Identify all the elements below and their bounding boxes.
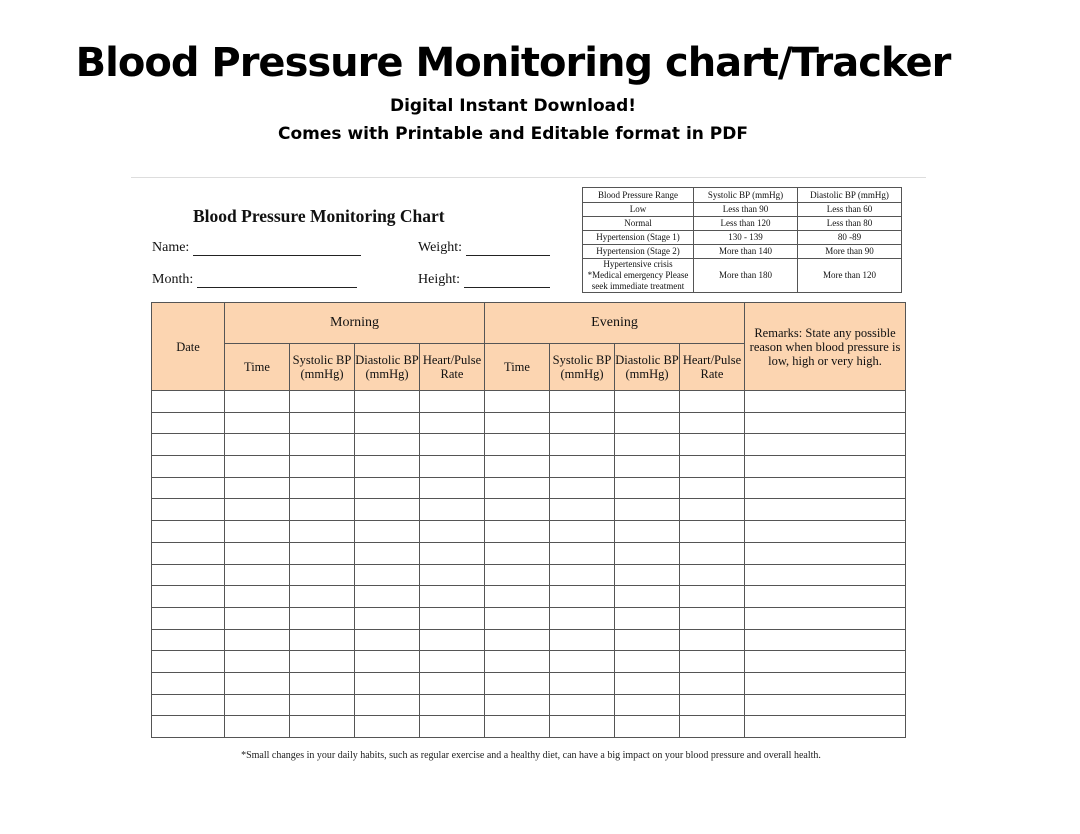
log-entry-cell[interactable] <box>550 412 615 434</box>
log-entry-cell[interactable] <box>290 542 355 564</box>
ranges-row <box>583 203 902 217</box>
log-table-body <box>152 391 906 738</box>
log-entry-cell[interactable] <box>420 586 485 608</box>
ranges-header-systolic: Systolic BP (mmHg) <box>694 188 798 203</box>
log-entry-cell[interactable] <box>152 456 225 478</box>
log-entry-cell[interactable] <box>745 391 906 413</box>
log-entry-cell[interactable] <box>225 477 290 499</box>
log-entry-cell[interactable] <box>290 694 355 716</box>
log-entry-cell[interactable] <box>225 672 290 694</box>
range-diastolic: More than 120 <box>798 259 902 293</box>
log-entry-cell[interactable] <box>615 672 680 694</box>
evening-diastolic-header: Diastolic BP (mmHg) <box>615 344 680 391</box>
log-entry-row <box>152 456 906 478</box>
log-entry-cell[interactable] <box>485 694 550 716</box>
log-entry-cell[interactable] <box>680 672 745 694</box>
log-entry-cell[interactable] <box>550 499 615 521</box>
log-entry-cell[interactable] <box>355 716 420 738</box>
log-entry-cell[interactable] <box>485 542 550 564</box>
log-entry-cell[interactable] <box>290 434 355 456</box>
morning-diastolic-header: Diastolic BP (mmHg) <box>355 344 420 391</box>
log-entry-cell[interactable] <box>680 499 745 521</box>
log-entry-cell[interactable] <box>420 456 485 478</box>
log-entry-cell[interactable] <box>615 564 680 586</box>
log-entry-cell[interactable] <box>680 456 745 478</box>
log-entry-cell[interactable] <box>615 434 680 456</box>
log-entry-cell[interactable] <box>152 629 225 651</box>
log-entry-cell[interactable] <box>355 521 420 543</box>
ranges-header-range: Blood Pressure Range <box>583 188 694 203</box>
range-systolic: Less than 90 <box>694 203 798 217</box>
log-entry-cell[interactable] <box>152 391 225 413</box>
log-entry-cell[interactable] <box>225 391 290 413</box>
log-entry-cell[interactable] <box>745 629 906 651</box>
promo-title: Blood Pressure Monitoring chart/Tracker <box>75 40 951 86</box>
month-blank-line[interactable] <box>197 273 357 288</box>
log-entry-cell[interactable] <box>615 391 680 413</box>
log-entry-cell[interactable] <box>745 477 906 499</box>
log-entry-cell[interactable] <box>550 564 615 586</box>
log-entry-cell[interactable] <box>745 607 906 629</box>
log-entry-cell[interactable] <box>152 716 225 738</box>
log-entry-cell[interactable] <box>745 694 906 716</box>
range-category: Hypertension (Stage 2) <box>583 245 694 259</box>
log-entry-cell[interactable] <box>355 499 420 521</box>
log-entry-cell[interactable] <box>745 456 906 478</box>
log-entry-cell[interactable] <box>290 456 355 478</box>
height-label: Height: <box>418 272 460 287</box>
log-header-row-groups <box>152 303 906 344</box>
log-entry-cell[interactable] <box>290 499 355 521</box>
log-entry-row <box>152 629 906 651</box>
morning-header: Morning <box>225 303 485 344</box>
log-entry-cell[interactable] <box>745 651 906 673</box>
log-entry-cell[interactable] <box>680 412 745 434</box>
log-entry-cell[interactable] <box>225 434 290 456</box>
log-entry-cell[interactable] <box>615 477 680 499</box>
log-entry-cell[interactable] <box>680 607 745 629</box>
log-entry-cell[interactable] <box>680 651 745 673</box>
log-entry-cell[interactable] <box>152 412 225 434</box>
log-entry-cell[interactable] <box>550 521 615 543</box>
bp-log-table <box>151 302 906 738</box>
log-entry-cell[interactable] <box>485 499 550 521</box>
month-field[interactable] <box>152 272 357 288</box>
log-entry-cell[interactable] <box>225 716 290 738</box>
morning-time-header: Time <box>225 344 290 391</box>
log-entry-cell[interactable] <box>745 434 906 456</box>
log-entry-cell[interactable] <box>152 499 225 521</box>
log-entry-cell[interactable] <box>225 521 290 543</box>
log-entry-cell[interactable] <box>355 564 420 586</box>
log-entry-cell[interactable] <box>420 521 485 543</box>
log-entry-cell[interactable] <box>615 412 680 434</box>
weight-field[interactable] <box>418 240 550 256</box>
name-blank-line[interactable] <box>193 241 361 256</box>
log-entry-cell[interactable] <box>745 521 906 543</box>
log-entry-cell[interactable] <box>152 586 225 608</box>
morning-pulse-header: Heart/Pulse Rate <box>420 344 485 391</box>
month-label: Month: <box>152 272 194 287</box>
log-entry-cell[interactable] <box>355 586 420 608</box>
promo-subtitle: Digital Instant Download! <box>389 96 637 116</box>
evening-header: Evening <box>485 303 745 344</box>
log-entry-row <box>152 564 906 586</box>
log-entry-cell[interactable] <box>485 477 550 499</box>
footnote: *Small changes in your daily habits, such as regular exercise and a healthy diet, can have a big impact on your blood pressure and overall health. <box>241 750 821 761</box>
log-entry-cell[interactable] <box>615 456 680 478</box>
log-entry-cell[interactable] <box>225 629 290 651</box>
log-entry-cell[interactable] <box>550 651 615 673</box>
height-blank-line[interactable] <box>464 273 550 288</box>
range-systolic: Less than 120 <box>694 217 798 231</box>
log-entry-cell[interactable] <box>225 694 290 716</box>
log-entry-cell[interactable] <box>290 672 355 694</box>
range-category: Low <box>583 203 694 217</box>
log-entry-cell[interactable] <box>355 629 420 651</box>
log-entry-cell[interactable] <box>550 391 615 413</box>
ranges-row <box>583 259 902 293</box>
log-entry-cell[interactable] <box>420 629 485 651</box>
log-entry-cell[interactable] <box>680 521 745 543</box>
log-entry-cell[interactable] <box>680 564 745 586</box>
log-entry-cell[interactable] <box>420 607 485 629</box>
log-entry-cell[interactable] <box>615 629 680 651</box>
log-entry-cell[interactable] <box>152 521 225 543</box>
log-entry-cell[interactable] <box>745 586 906 608</box>
log-entry-cell[interactable] <box>420 651 485 673</box>
ranges-row <box>583 231 902 245</box>
log-entry-cell[interactable] <box>355 391 420 413</box>
log-entry-cell[interactable] <box>290 586 355 608</box>
log-entry-cell[interactable] <box>290 477 355 499</box>
log-entry-cell[interactable] <box>680 694 745 716</box>
page-divider <box>131 177 926 178</box>
log-entry-cell[interactable] <box>290 629 355 651</box>
log-entry-cell[interactable] <box>615 607 680 629</box>
log-entry-cell[interactable] <box>355 694 420 716</box>
log-entry-cell[interactable] <box>550 672 615 694</box>
evening-pulse-header: Heart/Pulse Rate <box>680 344 745 391</box>
ranges-row <box>583 245 902 259</box>
log-entry-cell[interactable] <box>615 542 680 564</box>
log-entry-row <box>152 477 906 499</box>
log-entry-cell[interactable] <box>485 672 550 694</box>
log-entry-cell[interactable] <box>485 564 550 586</box>
log-entry-cell[interactable] <box>550 477 615 499</box>
log-entry-cell[interactable] <box>420 564 485 586</box>
log-entry-cell[interactable] <box>290 607 355 629</box>
log-entry-cell[interactable] <box>745 412 906 434</box>
log-entry-cell[interactable] <box>680 391 745 413</box>
chart-title: Blood Pressure Monitoring Chart <box>193 206 445 226</box>
log-entry-cell[interactable] <box>615 694 680 716</box>
log-entry-cell[interactable] <box>485 391 550 413</box>
log-entry-cell[interactable] <box>355 434 420 456</box>
log-entry-cell[interactable] <box>420 434 485 456</box>
log-entry-cell[interactable] <box>152 651 225 673</box>
log-entry-cell[interactable] <box>615 586 680 608</box>
log-entry-cell[interactable] <box>420 694 485 716</box>
log-entry-cell[interactable] <box>485 521 550 543</box>
log-entry-cell[interactable] <box>550 456 615 478</box>
log-entry-cell[interactable] <box>420 391 485 413</box>
ranges-header-diastolic: Diastolic BP (mmHg) <box>798 188 902 203</box>
log-entry-row <box>152 586 906 608</box>
log-entry-row <box>152 694 906 716</box>
log-entry-cell[interactable] <box>485 716 550 738</box>
log-entry-cell[interactable] <box>485 629 550 651</box>
log-entry-cell[interactable] <box>680 434 745 456</box>
log-entry-cell[interactable] <box>355 477 420 499</box>
log-entry-cell[interactable] <box>485 607 550 629</box>
log-entry-cell[interactable] <box>420 477 485 499</box>
log-entry-cell[interactable] <box>485 456 550 478</box>
log-entry-cell[interactable] <box>152 477 225 499</box>
log-entry-cell[interactable] <box>550 694 615 716</box>
log-entry-cell[interactable] <box>420 499 485 521</box>
log-entry-row <box>152 651 906 673</box>
log-entry-cell[interactable] <box>225 651 290 673</box>
log-entry-cell[interactable] <box>745 564 906 586</box>
log-entry-cell[interactable] <box>420 716 485 738</box>
log-entry-cell[interactable] <box>550 434 615 456</box>
height-field[interactable] <box>418 272 550 288</box>
range-category: Hypertension (Stage 1) <box>583 231 694 245</box>
log-entry-cell[interactable] <box>680 586 745 608</box>
log-entry-cell[interactable] <box>680 716 745 738</box>
log-entry-cell[interactable] <box>355 651 420 673</box>
log-entry-cell[interactable] <box>225 586 290 608</box>
log-entry-cell[interactable] <box>290 716 355 738</box>
evening-time-header: Time <box>485 344 550 391</box>
log-entry-cell[interactable] <box>152 694 225 716</box>
log-entry-row <box>152 607 906 629</box>
range-diastolic: Less than 60 <box>798 203 902 217</box>
log-entry-cell[interactable] <box>152 564 225 586</box>
log-entry-cell[interactable] <box>225 456 290 478</box>
log-entry-row <box>152 542 906 564</box>
log-entry-cell[interactable] <box>550 629 615 651</box>
promo-format-note: Comes with Printable and Editable format in PDF <box>278 124 748 144</box>
log-entry-cell[interactable] <box>152 672 225 694</box>
range-diastolic: 80 -89 <box>798 231 902 245</box>
log-entry-cell[interactable] <box>225 412 290 434</box>
log-entry-cell[interactable] <box>550 542 615 564</box>
range-diastolic: Less than 80 <box>798 217 902 231</box>
log-entry-cell[interactable] <box>485 651 550 673</box>
remarks-header: Remarks: State any possible reason when blood pressure is low, high or very high. <box>745 303 906 391</box>
log-entry-cell[interactable] <box>745 672 906 694</box>
log-entry-cell[interactable] <box>680 477 745 499</box>
log-entry-cell[interactable] <box>355 542 420 564</box>
log-entry-cell[interactable] <box>355 456 420 478</box>
log-entry-cell[interactable] <box>550 716 615 738</box>
log-entry-cell[interactable] <box>615 651 680 673</box>
log-entry-row <box>152 521 906 543</box>
log-entry-row <box>152 412 906 434</box>
log-entry-cell[interactable] <box>355 412 420 434</box>
log-entry-cell[interactable] <box>745 716 906 738</box>
log-entry-row <box>152 716 906 738</box>
range-systolic: 130 - 139 <box>694 231 798 245</box>
name-field[interactable] <box>152 240 361 256</box>
log-entry-cell[interactable] <box>225 499 290 521</box>
log-entry-cell[interactable] <box>420 542 485 564</box>
evening-systolic-header: Systolic BP (mmHg) <box>550 344 615 391</box>
log-entry-cell[interactable] <box>152 542 225 564</box>
log-entry-cell[interactable] <box>225 542 290 564</box>
bp-ranges-table <box>582 187 902 293</box>
log-entry-cell[interactable] <box>290 651 355 673</box>
morning-systolic-header: Systolic BP (mmHg) <box>290 344 355 391</box>
log-entry-row <box>152 434 906 456</box>
log-entry-cell[interactable] <box>290 391 355 413</box>
log-entry-cell[interactable] <box>152 434 225 456</box>
log-entry-cell[interactable] <box>615 521 680 543</box>
range-systolic: More than 180 <box>694 259 798 293</box>
ranges-row <box>583 217 902 231</box>
log-entry-cell[interactable] <box>745 542 906 564</box>
date-header: Date <box>152 303 225 391</box>
log-entry-cell[interactable] <box>485 434 550 456</box>
log-entry-cell[interactable] <box>550 586 615 608</box>
log-entry-cell[interactable] <box>290 521 355 543</box>
log-entry-cell[interactable] <box>152 607 225 629</box>
range-category: Hypertensive crisis *Medical emergency Please seek immediate treatment <box>583 259 694 293</box>
log-entry-cell[interactable] <box>550 607 615 629</box>
log-entry-row <box>152 391 906 413</box>
ranges-header-row <box>583 188 902 203</box>
weight-blank-line[interactable] <box>466 241 550 256</box>
log-entry-cell[interactable] <box>355 672 420 694</box>
log-entry-cell[interactable] <box>745 499 906 521</box>
log-entry-cell[interactable] <box>225 607 290 629</box>
log-entry-cell[interactable] <box>615 499 680 521</box>
name-label: Name: <box>152 240 190 255</box>
log-entry-cell[interactable] <box>420 412 485 434</box>
range-systolic: More than 140 <box>694 245 798 259</box>
log-entry-cell[interactable] <box>615 716 680 738</box>
log-entry-cell[interactable] <box>420 672 485 694</box>
range-category: Normal <box>583 217 694 231</box>
log-entry-cell[interactable] <box>225 564 290 586</box>
log-entry-cell[interactable] <box>290 412 355 434</box>
log-entry-cell[interactable] <box>290 564 355 586</box>
log-entry-cell[interactable] <box>680 542 745 564</box>
log-entry-cell[interactable] <box>355 607 420 629</box>
log-entry-row <box>152 672 906 694</box>
weight-label: Weight: <box>418 240 462 255</box>
range-diastolic: More than 90 <box>798 245 902 259</box>
log-entry-cell[interactable] <box>485 586 550 608</box>
log-entry-cell[interactable] <box>485 412 550 434</box>
log-entry-cell[interactable] <box>680 629 745 651</box>
log-entry-row <box>152 499 906 521</box>
